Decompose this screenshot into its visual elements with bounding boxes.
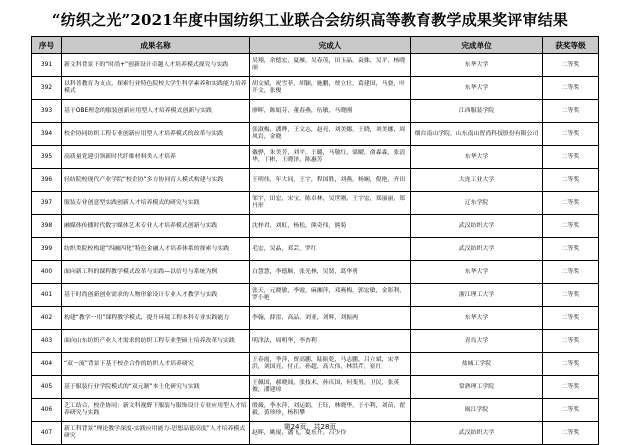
cell-people: 胡文斌，祝雪菲，胡颖，施鹏，贾立壮，葛建国，马骁，叶开文，张俊 [250,77,411,100]
cell-no: 397 [32,192,62,215]
cell-no: 407 [32,422,62,445]
cell-name: 面向新工科的课程教学模式改革与实践—以信号与系统为例 [62,261,250,284]
table-row [32,215,599,238]
cell-no: 406 [32,399,62,422]
cell-award: 二等奖 [543,422,599,445]
header-award: 获奖等级 [543,37,599,54]
cell-people: 王佩国，郝晓闻，张技术，孙庆国，何斐男，卫民，张英俊，潘建琼 [250,376,411,399]
cell-no: 392 [32,77,62,100]
table-row [32,353,599,376]
table-row [32,77,599,100]
table-body [32,54,599,445]
cell-no: 401 [32,284,62,307]
cell-award: 二等奖 [543,54,599,77]
cell-people: 殷薇，李水萍，刘运娟，王钰，林晓华，于小利，刘苗，翟毅，黄珍珍，杨积攀 [250,399,411,422]
table-row [32,192,599,215]
cell-people: 明津法，周明华，李杏利 [250,330,411,353]
header-name: 成果名称 [62,37,250,54]
cell-people: 王春霞，季萍，贾高鹏，陆振乾，马志鹏，吕立斌，宋孝浜，刘国亮，付正，孙超，高大伟，林洪芹，崔红 [250,353,411,376]
cell-unit: 盐城工学院 [411,353,543,376]
cell-unit: 东华大学 [411,307,543,330]
cell-name: 构建“教学一用”课程教学模式，提升环境工程本科专业实践能力 [62,307,250,330]
cell-award: 二等奖 [543,100,599,123]
cell-award: 二等奖 [543,376,599,399]
cell-no: 396 [32,169,62,192]
cell-award: 二等奖 [543,284,599,307]
cell-people: 李翰，薛雷，高品，刘亚，刘辉，刘振两 [250,307,411,330]
cell-people: 张天，元晓敏，李霞，麻湘萍，邓燕梅，郭宏敏，金影利，罗小艳 [250,284,411,307]
page-footer: 第24页，共28页 [283,423,337,431]
table-row [32,146,599,169]
cell-people: 吴翔，余德宏，夏雁，吴春茂，田玉晶，袁姝，吴平，杨晓丽 [250,54,411,77]
cell-award: 二等奖 [543,192,599,215]
cell-name: 面向山东纺织产业人才需求的纺织工程专业型硕士培养改革与实践 [62,330,250,353]
cell-unit: 闽江学院 [411,399,543,422]
cell-name: 艺工结合、校企协同：新文科视野下服装与服饰设计专业应用型人才培养研究与实践 [62,399,250,422]
cell-people: 邹宇，田宏，宋宝，陈卓林，吴世刚，王宇宏，郑丽丽，郑丹形 [250,192,411,215]
cell-unit: 东华大学 [411,146,543,169]
cell-people: 戴骅，朱美芳，刘平，王璐，马敬红，梁曜，俞森森，张清华，丁彬，王晓泽，陈惠芳 [250,146,411,169]
cell-name: 融媒体传播时代数字媒体艺术专业人才培养模式创新与实践 [62,215,250,238]
cell-name: 基于时尚创新创业需求的人物形象设计专业人才教学与实践 [62,284,250,307]
cell-unit: 东华大学 [411,77,543,100]
cell-no: 402 [32,307,62,330]
cell-unit: 武汉纺织大学 [411,215,543,238]
cell-no: 404 [32,353,62,376]
table-row [32,123,599,146]
table-row [32,307,599,330]
table-row [32,284,599,307]
cell-name: 校企协同纺织工程专业创新应用型人才培养模式的改革与实践 [62,123,250,146]
table-row [32,238,599,261]
cell-unit: 大连工业大学 [411,169,543,192]
cell-name: “双一流”背景下基于校企合作的纺织人才培养研究 [62,353,250,376]
header-no: 序号 [32,37,62,54]
cell-unit: 东华大学 [411,54,543,77]
cell-unit: 辽东学院 [411,192,543,215]
cell-people: 张淑梅，潘晔，王文志，赵亮，刘美娜，王晓，刘美娜，周风岩，金晓 [250,123,411,146]
cell-award: 二等奖 [543,353,599,376]
cell-award: 二等奖 [543,123,599,146]
cell-no: 405 [32,376,62,399]
cell-award: 二等奖 [543,169,599,192]
table-row [32,261,599,284]
cell-name: 轻纺院校现代产业学院“校企协”多方协同育人模式构建与实践 [62,169,250,192]
cell-award: 二等奖 [543,146,599,169]
cell-no: 399 [32,238,62,261]
cell-name: 以科普教育为支点，探索行业特色院校大学生科学素养和实践能力培养模式 [62,77,250,100]
cell-award: 二等奖 [543,77,599,100]
cell-no: 391 [32,54,62,77]
cell-award: 二等奖 [543,330,599,353]
table-row [32,330,599,353]
header-unit: 完成单位 [411,37,543,54]
table-header-row [32,37,599,54]
cell-unit: 青岛大学 [411,330,543,353]
results-table [31,36,599,445]
cell-no: 394 [32,123,62,146]
cell-name: 新工科背景“理论教学深度-实践应用能力-思想品德高度”人才培养模式研究 [62,422,250,445]
cell-award: 二等奖 [543,399,599,422]
table-row [32,376,599,399]
table-row [32,399,599,422]
header-people: 完成人 [250,37,411,54]
cell-unit: 武汉纺织大学 [411,422,543,445]
cell-no: 395 [32,146,62,169]
cell-name: 基于服装行业学院模式的“双元制”本土化研究与实践 [62,376,250,399]
cell-people: 赵晖，姚琨，潘飞，夏东升，吕少伶 [250,422,411,445]
cell-award: 二等奖 [543,261,599,284]
table-row [32,100,599,123]
cell-unit: 东华大学 [411,261,543,284]
cell-unit: 武汉纺织大学 [411,238,543,261]
cell-people: 王明伟，年大同，王宇，程国胜，刘燕，杨娴，倪艳，齐田 [250,169,411,192]
cell-unit: 江西服装学院 [411,100,543,123]
cell-award: 二等奖 [543,307,599,330]
cell-name: 服装专业创意型实践创新人才培养模式的研究与实践 [62,192,250,215]
cell-award: 二等奖 [543,238,599,261]
cell-people: 毛宏，吴晶，邓芸，罗红 [250,238,411,261]
cell-no: 403 [32,330,62,353]
cell-name: 纺织类院校构建“四融四化”特色金融人才培养体系的探索与实践 [62,238,250,261]
cell-no: 398 [32,215,62,238]
cell-award: 二等奖 [543,215,599,238]
cell-name: 高质量党建引领新时代纤维材料类人才培养 [62,146,250,169]
cell-unit: 浙江理工大学 [411,284,543,307]
cell-name: 基于OBE理念的服装创新应用型人才培养模式创新与实践 [62,100,250,123]
cell-people: 沈梓君，刘虹，杨松，熊奇伟，熊菊 [250,215,411,238]
table-row [32,54,599,77]
cell-people: 白慧慧，李德顺，张光林，吴贤，葛华勇 [250,261,411,284]
cell-name: 新文科背景下的“时尚+”创新设计卓越人才培养模式探究与实践 [62,54,250,77]
table-row [32,169,599,192]
page-title: “纺织之光”2021年度中国纺织工业联合会纺织高等教育教学成果奖评审结果 [51,11,569,29]
cell-no: 400 [32,261,62,284]
cell-unit: 烟台南山学院，山东南山智尚科技股份有限公司 [411,123,543,146]
cell-unit: 常熟理工学院 [411,376,543,399]
cell-people: 廖晖，陈娟芬，董春燕，伍敏，马晓刚 [250,100,411,123]
cell-no: 393 [32,100,62,123]
